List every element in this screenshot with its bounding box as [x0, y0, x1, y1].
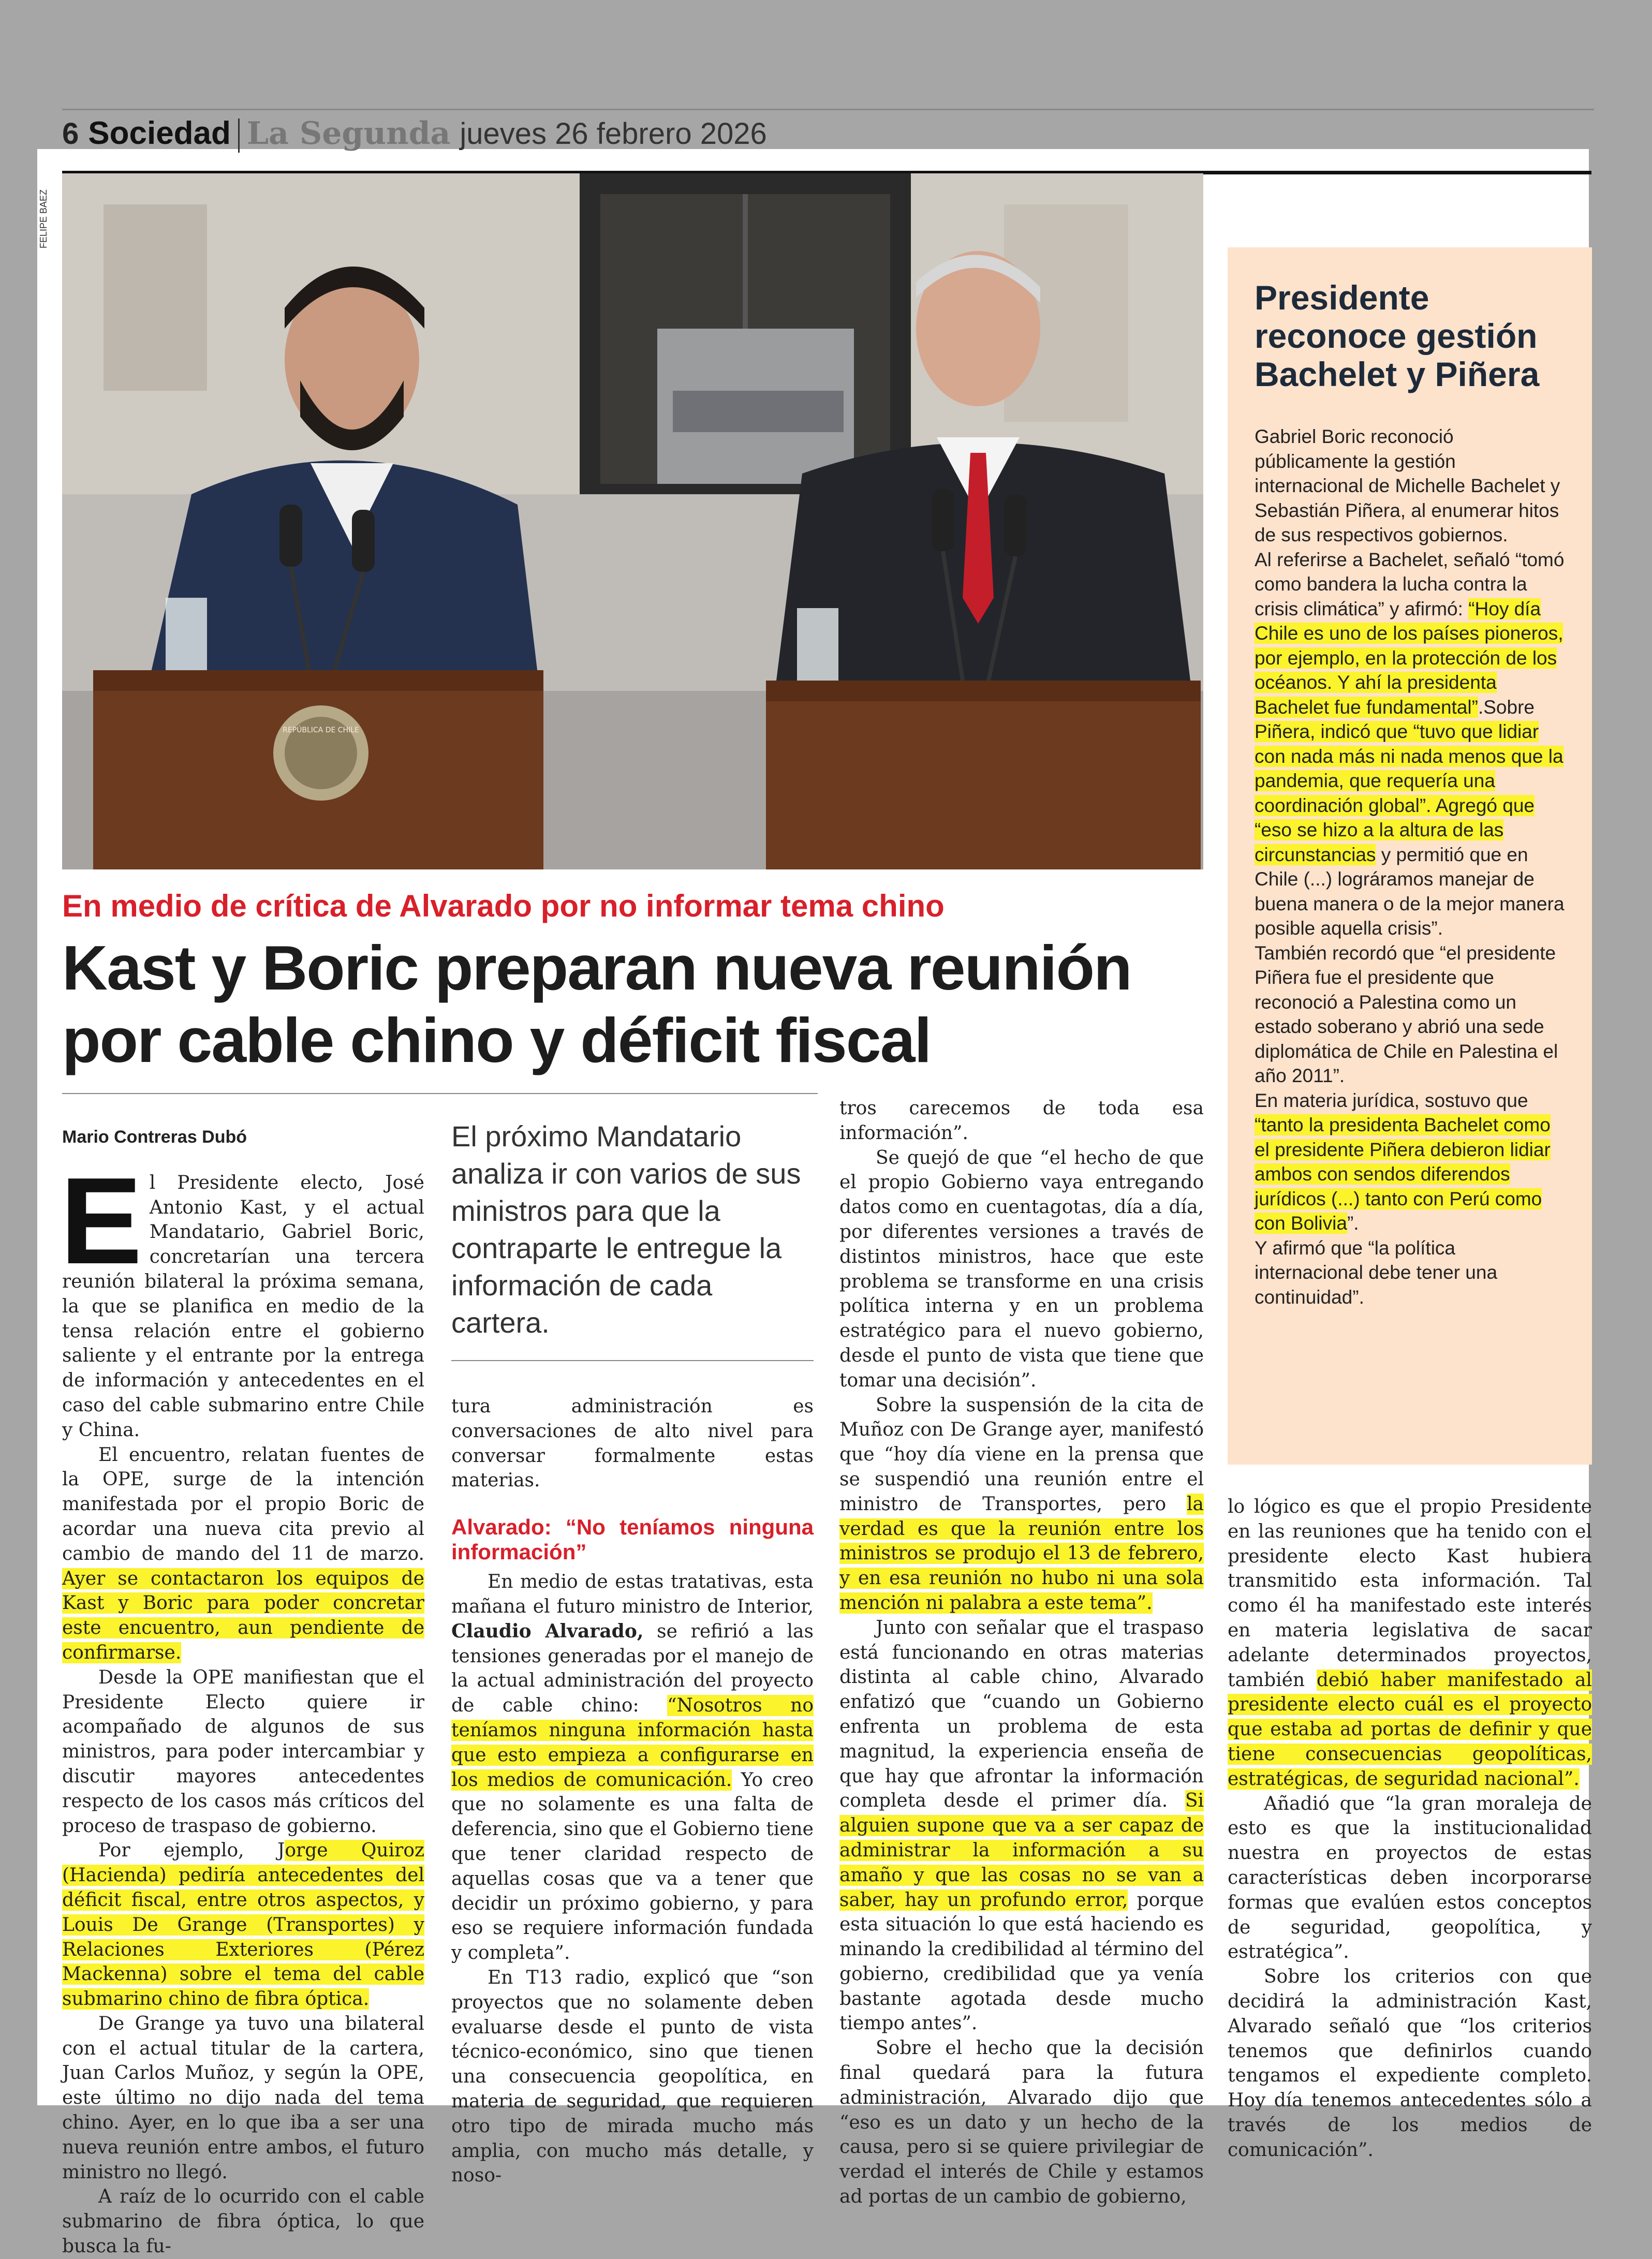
highlighted-text: “Nosotros no teníamos ninguna información hasta que esto empieza a configurarse en los medios de comunicación.	[451, 1695, 814, 1791]
article-paragraph: Sobre los criterios con que decidirá la administración Kast, Alvarado señaló que “los criterios tenemos que definirlos cuando tengamos el expediente completo. Hoy día tenemos antecedentes sólo a través de los medios de comunicación”.	[1228, 1966, 1592, 2161]
lead-block	[451, 1118, 814, 1341]
text-run: .Sobre	[1478, 696, 1535, 718]
article-paragraph	[839, 1616, 1204, 2036]
sidebar-paragraph: También recordó que “el presidente Piñera fue el presidente que reconoció a Palestina como un estado soberano y abrió una sede diplomática de Chile en Palestina el año 2011”.	[1255, 942, 1558, 1086]
text-run: lo lógico es que el propio Presidente en las reuniones que ha tenido con el presidente electo Kast hubiera transmitido esta información. Tal como él ha manifestado este interés en materia legislativa de sacar adelante determinados proyectos, también	[1228, 1496, 1592, 1691]
text-run: y permitió que en Chile (...) lográramos manejar de buena manera o de la mejor manera posible aquella crisis”.	[1255, 844, 1565, 939]
text-run: En materia jurídica, sostuvo que	[1255, 1089, 1528, 1111]
text-run: se refirió a las tensiones generadas por el manejo de la actual administración del proyecto de cable chino:	[451, 1620, 814, 1717]
highlighted-text: Si alguien supone que va a ser capaz de administrar la información a su amaño y que las cosas no se van a saber, hay un profundo error,	[839, 1790, 1204, 1911]
highlighted-text: debió haber manifestado al presidente electo cuál es el proyecto que estaba ad portas de definir y que tiene consecuencias geopolíticas, estratégicas, de seguridad nacional”.	[1228, 1669, 1592, 1790]
lead-text: El próximo Mandatario analiza ir con varios de sus ministros para que la contraparte le entregue la información de cada cartera.	[451, 1120, 801, 1339]
text-run: Yo creo que no solamente es una falta de deferencia, sino que el Gobierno tiene que tener claridad respecto de aquellas cosas que va a tener que decidir un próximo gobierno, y para eso se requiere información fundada y completa”.	[451, 1769, 814, 1964]
news-photo	[62, 173, 1203, 869]
article-paragraph: Desde la OPE manifiestan que el Presidente Electo quiere ir acompañado de algunos de sus ministros, para poder intercambiar y discutir mayores antecedentes respecto de los casos más críticos del proceso de traspaso de gobierno.	[62, 1666, 424, 1837]
issue-date: jueves 26 febrero 2026	[460, 117, 767, 151]
article-column-1	[62, 1125, 424, 2259]
article-paragraph	[62, 1838, 424, 2012]
section-name: Sociedad	[88, 115, 231, 151]
sidebar-paragraph	[1255, 1088, 1565, 1236]
highlighted-text: “Hoy día Chile es uno de los países pioneros, por ejemplo, en la protección de los océanos. Y ahí la presidenta Bachelet fue fundamental”	[1255, 598, 1564, 718]
sidebar-body	[1255, 424, 1565, 1309]
photo-credit: FELIPE BAEZ	[38, 189, 49, 248]
headline-line: Kast y Boric preparan nueva reunión	[62, 933, 1131, 1003]
article-paragraph: A raíz de lo ocurrido con el cable submarino de fibra óptica, lo que busca la fu-	[62, 2186, 424, 2257]
drop-cap: E	[60, 1152, 142, 1290]
sidebar-paragraph: Y afirmó que “la política internacional debe tener una continuidad”.	[1255, 1237, 1498, 1308]
text-run: El encuentro, relatan fuentes de la OPE, surge de la intención manifestada por el propio Boric de acordar una nueva cita previo al cambio de mando del 11 de marzo.	[62, 1444, 424, 1564]
highlighted-text: Piñera, indicó que “tuvo que lidiar con nada más ni nada menos que la pandemia, que requería una coordinación global”. Agregó que “eso se hizo a la altura de las circunstancias	[1255, 721, 1564, 865]
text-run: Al referirse a Bachelet, señaló “tomó como bandera la lucha contra la crisis climática” y afirmó:	[1255, 549, 1565, 619]
article-paragraph: tros carecemos de toda esa información”.	[839, 1098, 1204, 1144]
highlighted-text: Ayer se contactaron los equipos de Kast y Boric para poder concretar este encuentro, aun pendiente de confirmarse.	[62, 1568, 424, 1663]
article-paragraph: Sobre el hecho que la decisión final quedará para la futura administración, Alvarado dijo que “eso es un dato y un hecho de la causa, pero si se quiere privilegiar de verdad el interés de Chile y estamos ad portas de un cambio de gobierno,	[839, 2037, 1204, 2208]
headline	[62, 932, 1221, 1076]
header-divider	[238, 119, 240, 153]
subheading: Alvarado: “No teníamos ninguna información”	[451, 1515, 814, 1564]
podium-seal-text: REPÚBLICA DE CHILE	[283, 726, 359, 734]
page-number: 6	[62, 117, 79, 151]
text-run: Sobre la suspensión de la cita de Muñoz con De Grange ayer, manifestó que “hoy día viene en la prensa que se suspendió una reunión entre el ministro de Transportes, pero	[839, 1394, 1204, 1515]
highlighted-text: orge Quiroz (Hacienda) pediría antecedentes del déficit fiscal, entre otros aspectos, y Louis De Grange (Transportes) y Relaciones Exteriores (Pérez Mackenna) sobre el tema del cable submarino chino de fibra óptica.	[62, 1840, 424, 2010]
headline-rule	[62, 1093, 818, 1094]
highlighted-text: “tanto la presidenta Bachelet como el presidente Piñera debieron lidiar ambos con sendos diferendos jurídicos (...) tanto con Perú como con Bolivia	[1255, 1114, 1551, 1234]
text-run: Junto con señalar que el traspaso está funcionando en otras materias distinta al cable chino, Alvarado enfatizó que “cuando un Gobierno enfrenta un problema de esta magnitud, la experiencia enseña de que hay que afrontar la información completa desde el primer día.	[839, 1617, 1204, 1812]
article-column-3	[839, 1096, 1204, 2209]
article-column-4	[1228, 1495, 1592, 2163]
text-run: l Presidente electo, José Antonio Kast, y el actual Mandatario, Gabriel Boric, concretarían una tercera reunión bilateral la próxima semana, la que se planifica en medio de la tensa relación entre el gobierno saliente y el entrante por la entrega de información y antecedentes en el caso del cable submarino entre Chile y China.	[62, 1172, 424, 1441]
article-paragraph	[62, 1443, 424, 1665]
article-paragraph: De Grange ya tuvo una bilateral con el actual titular de la cartera, Juan Carlos Muñoz, y según la OPE, este último no dijo nada del tema chino. Ayer, en lo que iba a ser una nueva reunión entre ambos, el futuro ministro no llegó.	[62, 2013, 424, 2183]
sidebar-box	[1228, 247, 1592, 1465]
kicker: En medio de crítica de Alvarado por no informar tema chino	[62, 889, 945, 923]
sidebar-paragraph	[1255, 548, 1565, 941]
article-paragraph	[451, 1570, 814, 1966]
page-header	[62, 115, 767, 156]
text-run: ”.	[1347, 1213, 1359, 1234]
newspaper-name: La Segunda	[246, 115, 451, 152]
lead-rule	[451, 1360, 814, 1361]
article-paragraph	[1228, 1495, 1592, 1792]
sidebar-title: Presidente reconoce gestión Bachelet y Piñera	[1255, 278, 1540, 393]
article-paragraph	[60, 1152, 424, 1443]
article-column-2	[451, 1394, 814, 2188]
text-run: En medio de estas tratativas, esta mañana el futuro ministro de Interior,	[451, 1571, 814, 1617]
article-paragraph: En T13 radio, explicó que “son proyectos que no solamente deben evaluarse desde el punto de vista técnico-económico, sino que tienen una consecuencia geopolítica, en materia de seguridad, que requieren otro tipo de mirada mucho más amplia, con mucho más detalle, y noso-	[451, 1967, 814, 2187]
photo-illustration	[62, 173, 1203, 869]
sidebar-paragraph: Gabriel Boric reconoció públicamente la gestión internacional de Michelle Bachelet y Sebastián Piñera, al enumerar hitos de sus respectivos gobiernos.	[1255, 426, 1560, 545]
byline: Mario Contreras Dubó	[62, 1127, 247, 1147]
top-rule	[62, 109, 1594, 110]
article-paragraph: Se quejó de que “el hecho de que el propio Gobierno vaya entregando datos como en cuentagotas, día a día, por diferentes versiones a través de distintos ministros, hace que este problema se transforme en una crisis política interna y en un problema estratégico para el nuevo gobierno, desde el punto de vista que tiene que tomar una decisión”.	[839, 1147, 1204, 1391]
article-paragraph: tura administración es conversaciones de alto nivel para conversar formalmente estas materias.	[451, 1396, 814, 1492]
text-run: porque esta situación lo que está haciendo es minando la credibilidad al término del gobierno, credibilidad que ya venía bastante agotada desde mucho tiempo antes”.	[839, 1889, 1204, 2034]
text-run: Por ejemplo, J	[98, 1840, 285, 1862]
article-paragraph	[839, 1393, 1204, 1616]
highlighted-text: la verdad es que la reunión entre los ministros se produjo el 13 de febrero, y en esa reunión no hubo ni una sola mención ni palabra a este tema”.	[839, 1493, 1204, 1614]
article-paragraph: Añadió que “la gran moraleja de esto es que la institucionalidad nuestra en proyectos de estas características deben incorporarse formas que evalúen estos conceptos de seguridad, geopolítica, y estratégica”.	[1228, 1793, 1592, 1963]
headline-line: por cable chino y déficit fiscal	[62, 1005, 931, 1075]
bold-name: Claudio Alvarado,	[451, 1620, 644, 1642]
